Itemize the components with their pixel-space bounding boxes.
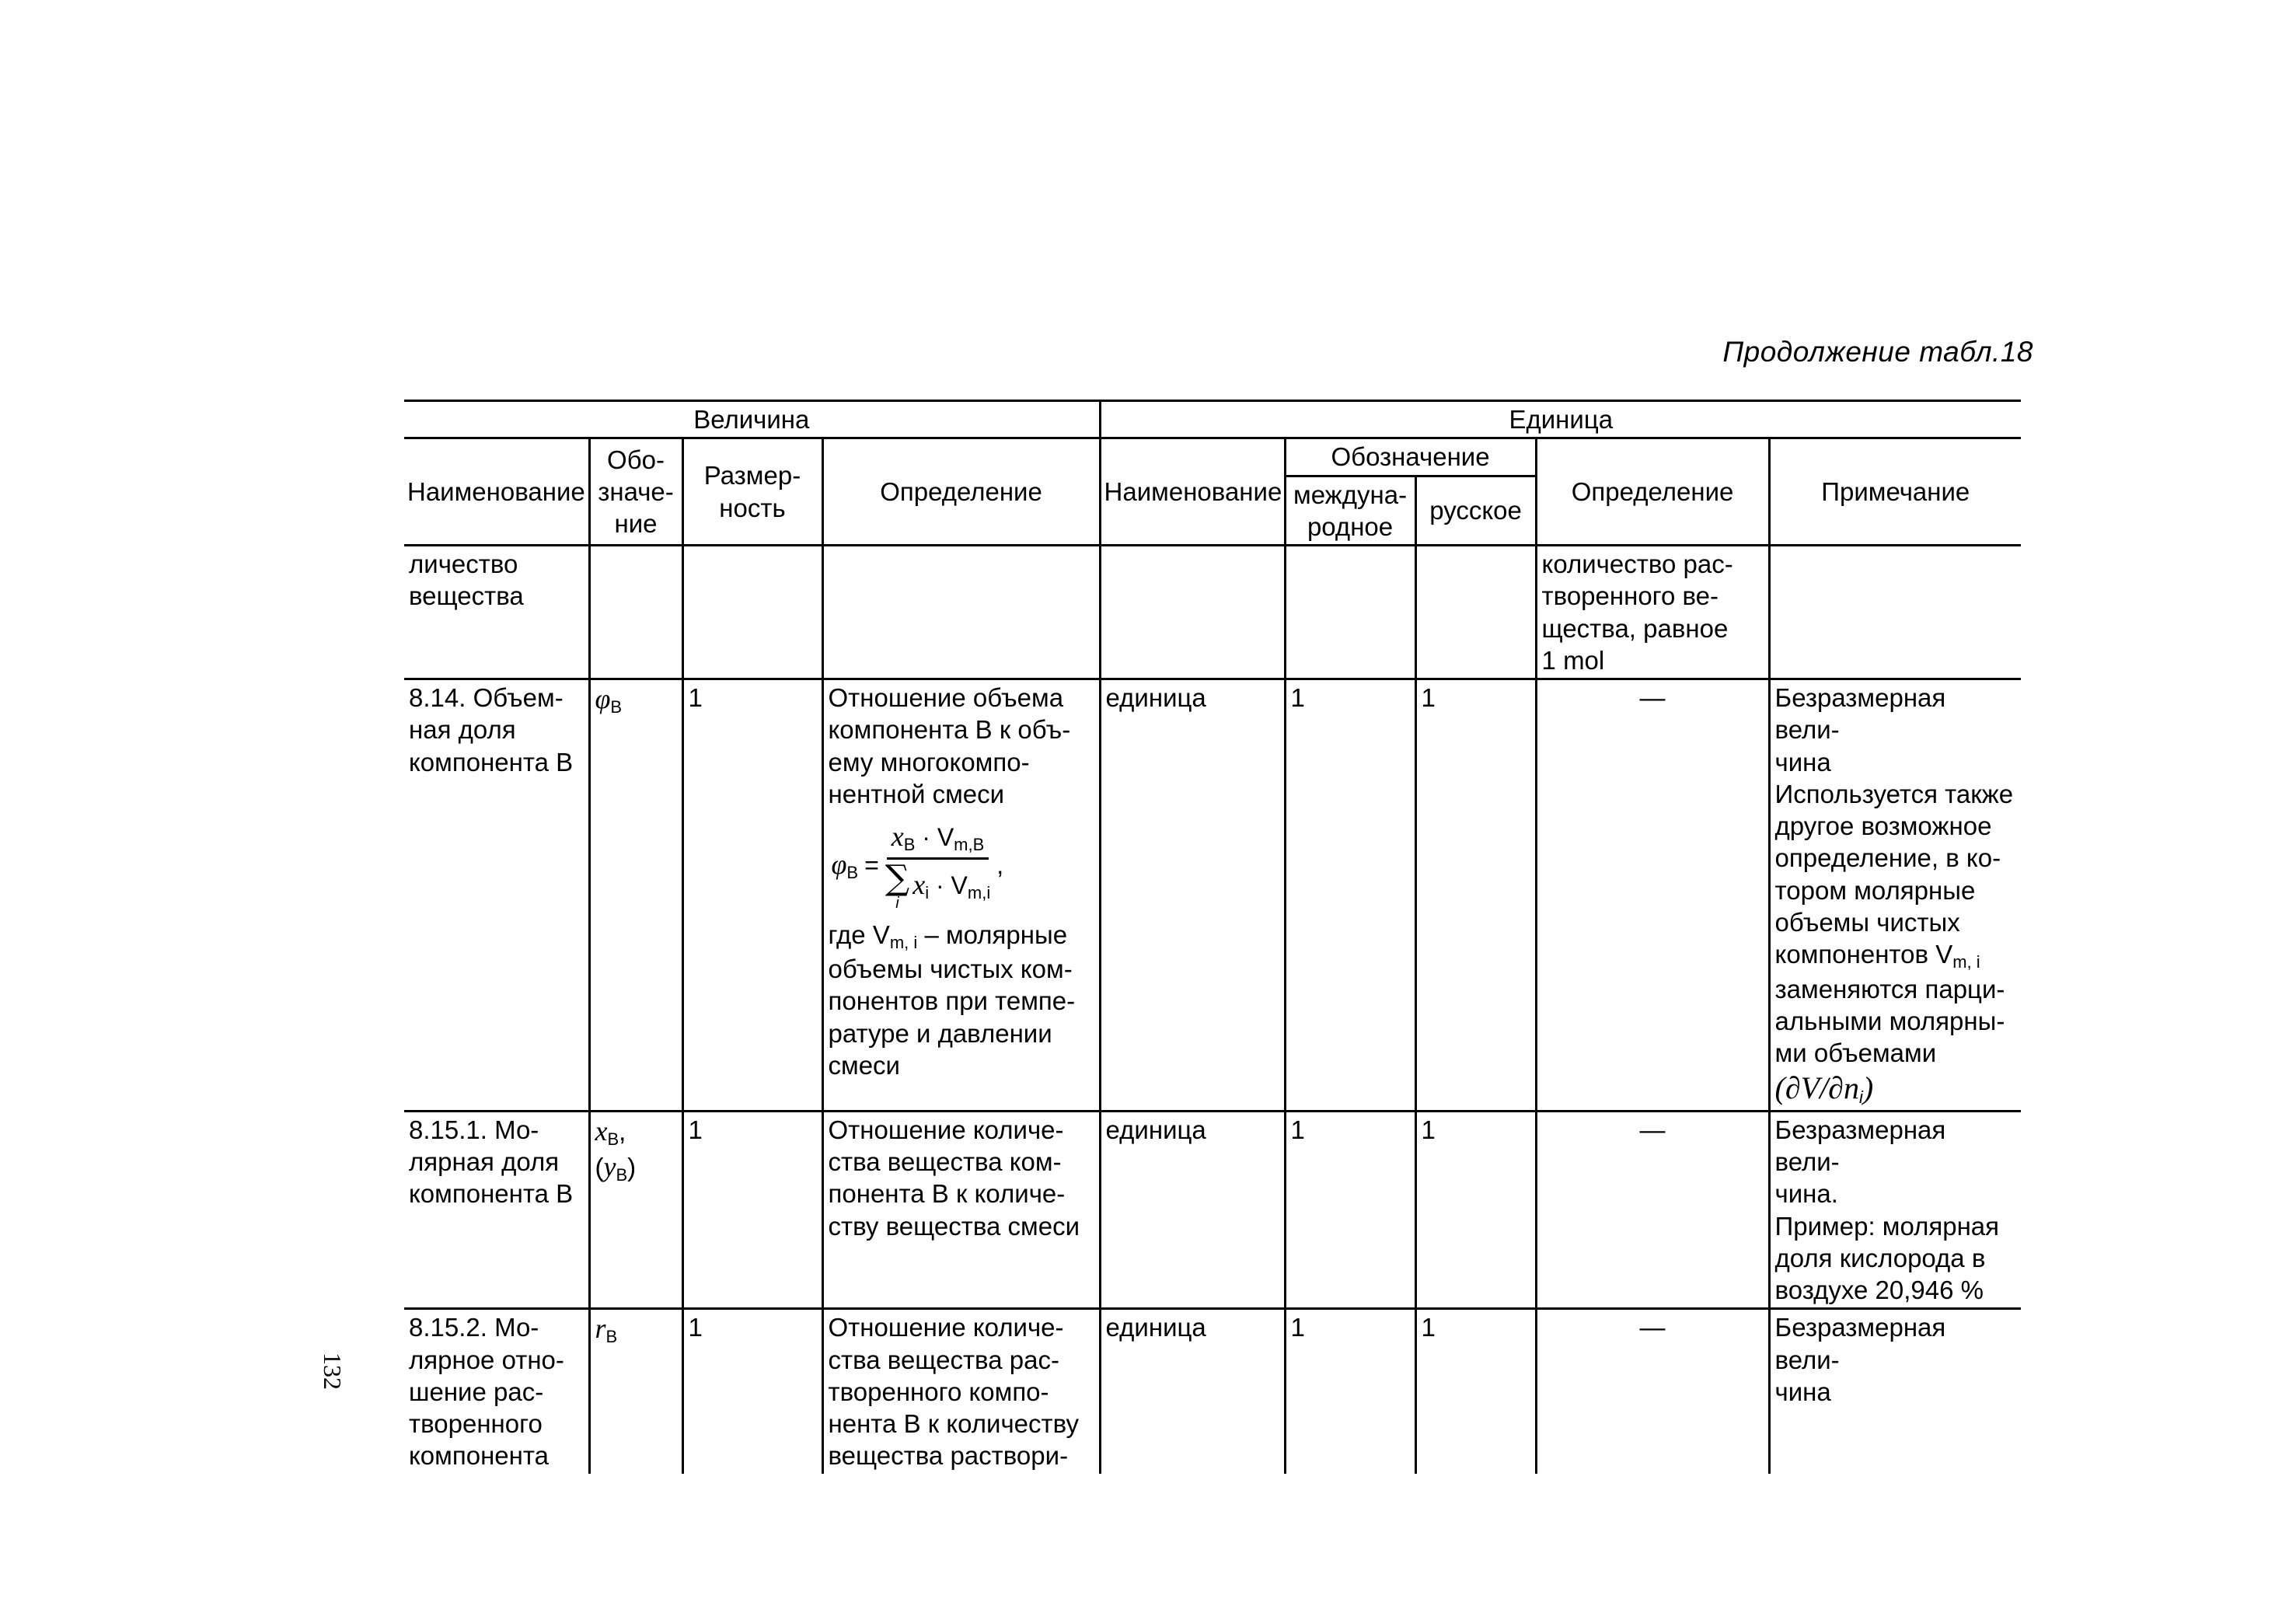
header-unit-russian: русское <box>1415 476 1536 546</box>
quantities-table <box>404 400 2021 1474</box>
cell-unit-name: единица <box>1100 679 1285 1112</box>
cell-russian: 1 <box>1415 679 1536 1112</box>
header-unit-definition: Определение <box>1536 438 1769 546</box>
cell-unit-definition: — <box>1536 1309 1769 1474</box>
cell-definition <box>822 546 1100 679</box>
cell-quantity-name: 8.15.1. Мо- лярная доля компонента В <box>404 1111 589 1309</box>
cell-unit-definition: количество рас- творенного ве- щества, равное 1 mol <box>1536 546 1769 679</box>
cell-unit-name: единица <box>1100 1111 1285 1309</box>
cell-note: Безразмерная вели- чина. Пример: молярная доля кислорода в воздухе 20,946 % <box>1769 1111 2021 1309</box>
cell-international <box>1285 546 1415 679</box>
header-quantity-definition: Определение <box>822 438 1100 546</box>
cell-russian <box>1415 546 1536 679</box>
cell-russian: 1 <box>1415 1309 1536 1474</box>
cell-symbol: $r_B$ <box>589 1309 682 1474</box>
header-quantity-dimension: Размер- ность <box>682 438 822 546</box>
header-note: Примечание <box>1769 438 2021 546</box>
table-row <box>404 1111 2021 1309</box>
volume-fraction-formula: $\varphi_B$ = $x_B \cdot V_{m,B}$ ∑ i $x_i \cdot V_{m,i}$ , <box>831 821 1004 912</box>
table-row <box>404 679 2021 1112</box>
table-row <box>404 546 2021 679</box>
cell-quantity-name: личество вещества <box>404 546 589 679</box>
cell-quantity-name: 8.14. Объем- ная доля компонента В <box>404 679 589 1112</box>
cell-dimension: 1 <box>682 1309 822 1474</box>
cell-note <box>1769 546 2021 679</box>
cell-note: Безразмерная вели- чина Используется также другое возможное определение, в ко- тором молярные объемы чистых компонентов $V_{m, i}$ заменяются парци- альными молярны- ми объемами $(\partial V/\partial n_i)$ <box>1769 679 2021 1112</box>
cell-international: 1 <box>1285 1111 1415 1309</box>
cell-unit-definition: — <box>1536 679 1769 1112</box>
header-quantity-name: Наименование <box>404 438 589 546</box>
cell-unit-definition: — <box>1536 1111 1769 1309</box>
cell-international: 1 <box>1285 1309 1415 1474</box>
table-caption: Продолжение табл.18 <box>1722 336 2033 368</box>
cell-definition: Отношение количе- ства вещества рас- творенного компо- нента В к количеству вещества раствори- <box>822 1309 1100 1474</box>
header-unit-name: Наименование <box>1100 438 1285 546</box>
partial-derivative-formula: $(\partial V/\partial n_i)$ <box>1774 1070 1874 1108</box>
header-quantity-symbol: Обо- значе- ние <box>589 438 682 546</box>
cell-definition: Отношение объема компонента В к объ- ему многокомпо- нентной смеси $\varphi_B$ = $x_B \cdot V_{m,B}$ ∑ i $x_i \cdot V_{m,i}$ , где $V_{m, i}$ – молярные объемы чистых ком- понентов при темпе- ратуре и давлении смеси <box>822 679 1100 1112</box>
cell-unit-name: единица <box>1100 1309 1285 1474</box>
cell-unit-name <box>1100 546 1285 679</box>
cell-definition: Отношение количе- ства вещества ком- понента В к количе- ству вещества смеси <box>822 1111 1100 1309</box>
header-unit-international: междуна- родное <box>1285 476 1415 546</box>
table-row <box>404 1309 2021 1474</box>
cell-russian: 1 <box>1415 1111 1536 1309</box>
cell-note: Безразмерная вели- чина <box>1769 1309 2021 1474</box>
cell-quantity-name: 8.15.2. Мо- лярное отно- шение рас- творенного компонента <box>404 1309 589 1474</box>
header-quantity-group: Величина <box>404 401 1100 438</box>
cell-dimension: 1 <box>682 679 822 1112</box>
cell-symbol <box>589 546 682 679</box>
page-number: 132 <box>319 1352 347 1390</box>
header-unit-group: Единица <box>1100 401 2021 438</box>
cell-symbol: $\varphi_B$ <box>589 679 682 1112</box>
cell-symbol: $x_B$, $(y_B)$ <box>589 1111 682 1309</box>
header-unit-designation: Обозначение <box>1285 438 1536 476</box>
cell-dimension <box>682 546 822 679</box>
cell-international: 1 <box>1285 679 1415 1112</box>
cell-dimension: 1 <box>682 1111 822 1309</box>
